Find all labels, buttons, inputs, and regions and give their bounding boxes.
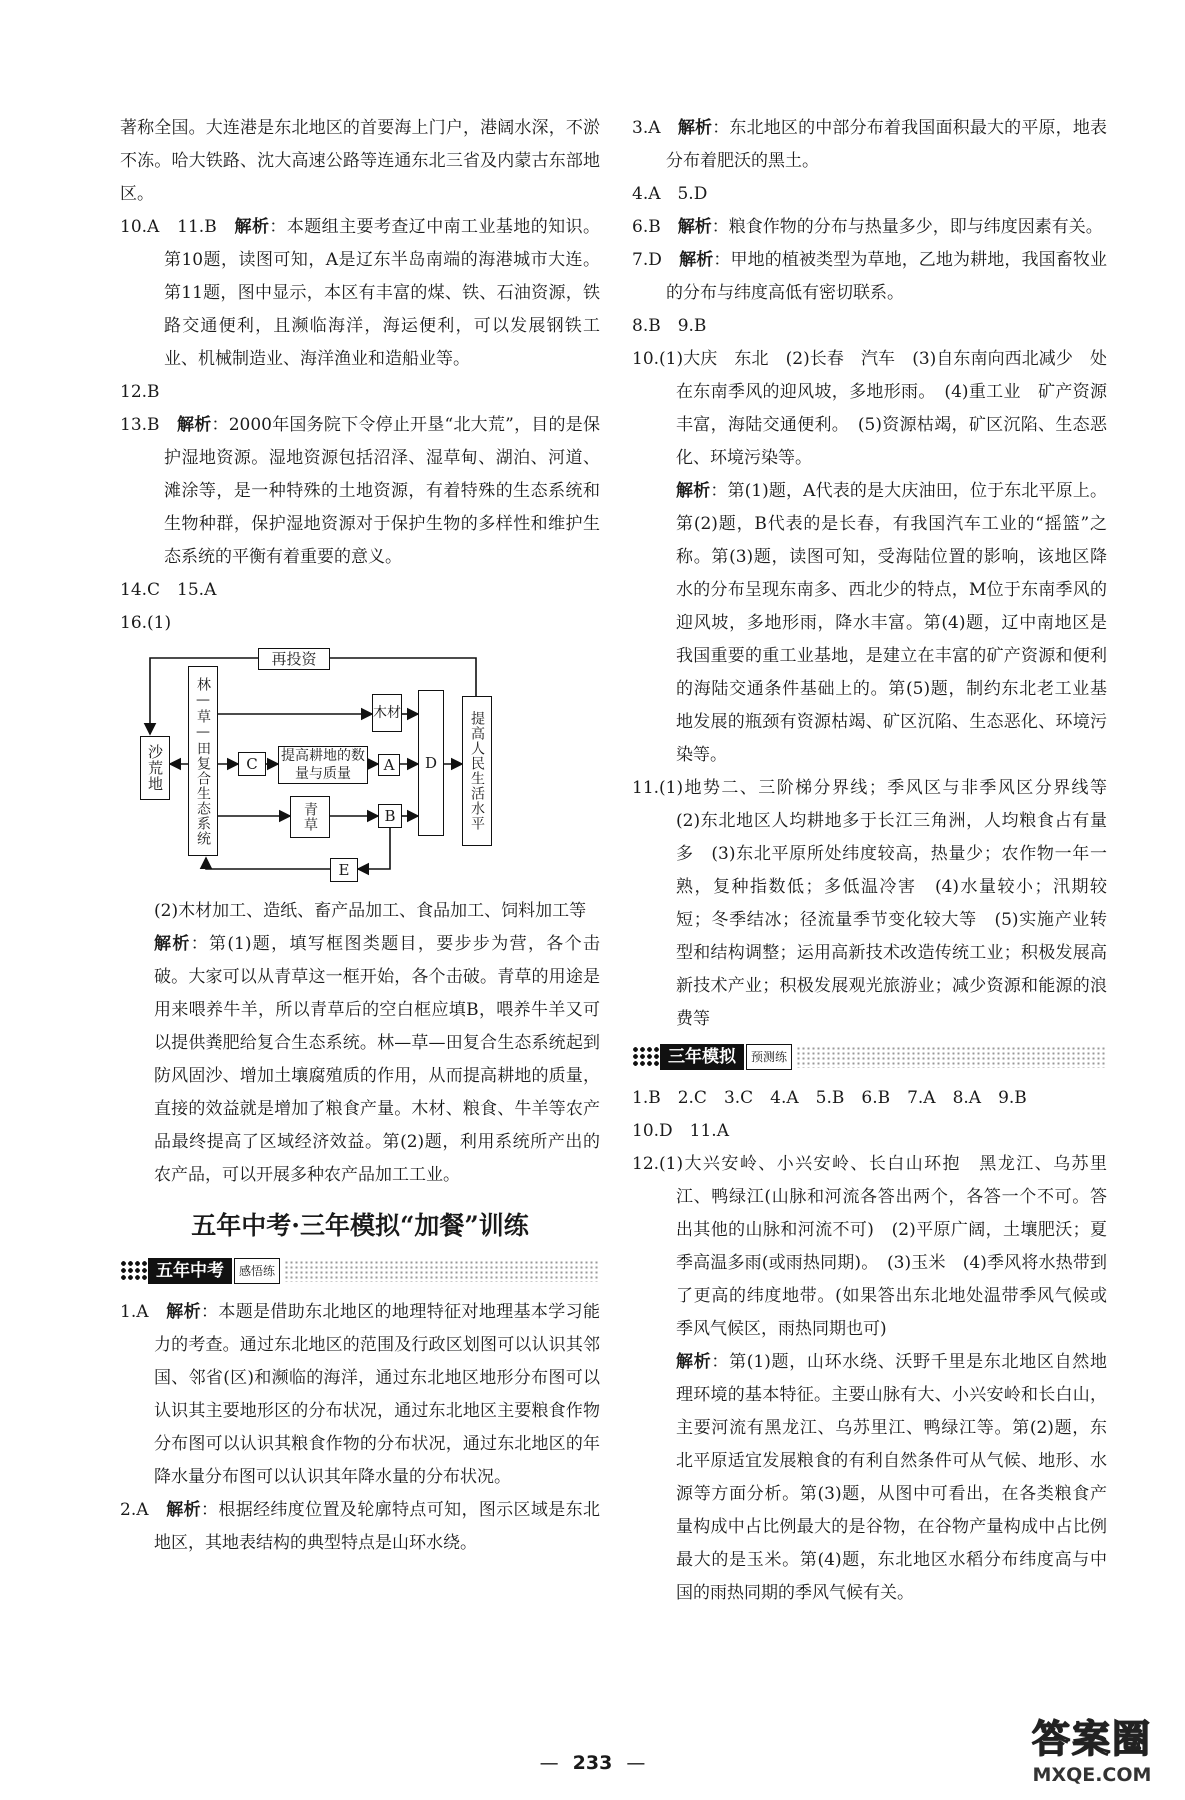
answer-number: 16.(1) bbox=[120, 613, 172, 633]
analysis-label: 解析 bbox=[676, 1352, 712, 1372]
analysis-paragraph bbox=[120, 928, 600, 1192]
section-subtag: 预测练 bbox=[746, 1044, 792, 1070]
answer-item bbox=[120, 409, 600, 574]
analysis-label: 解析 bbox=[177, 415, 212, 435]
e-box: E bbox=[330, 858, 358, 882]
analysis-text: ：2000年国务院下令停止开垦“北大荒”，目的是保护湿地资源。湿地资源包括沼泽、湿草甸、湖泊、河道、滩涂等，是一种特殊的土地资源，有着特殊的生态系统和生物种群，保护湿地资源对于保护生物的多样性和维护生态系统的平衡有着重要的意义。 bbox=[164, 415, 600, 567]
analysis-text: ：东北地区的中部分布着我国面积最大的平原，地表分布着肥沃的黑土。 bbox=[666, 118, 1108, 171]
section-bar bbox=[120, 1256, 600, 1286]
answer-item bbox=[632, 178, 1107, 211]
timber-box: 木材 bbox=[372, 694, 402, 732]
answer-number: 10.A 11.B bbox=[120, 217, 217, 237]
answer-number: 13.B bbox=[120, 415, 160, 435]
section-tag: 三年模拟 bbox=[660, 1044, 744, 1070]
left-column bbox=[120, 112, 600, 1560]
hatch-decoration bbox=[284, 1260, 600, 1282]
dots-icon bbox=[120, 1260, 148, 1282]
answer-number: 2.A bbox=[120, 1500, 149, 1520]
watermark-url: MXQE.COM bbox=[1032, 1764, 1152, 1786]
answer-number: 14.C 15.A bbox=[120, 580, 217, 600]
watermark-logo bbox=[1017, 1715, 1167, 1795]
answer-number: 1.A bbox=[120, 1302, 149, 1322]
dots-icon bbox=[632, 1046, 660, 1068]
a-box: A bbox=[378, 754, 400, 776]
answer-text: (2)木材加工、造纸、畜产品加工、食品加工、饲料加工等 bbox=[154, 901, 587, 921]
answer-item bbox=[632, 211, 1107, 244]
page-footer bbox=[0, 1752, 1185, 1774]
analysis-text: ：第(1)题，山环水绕、沃野千里是东北地区自然地理环境的基本特征。主要山脉有大、小兴安岭和长白山，主要河流有黑龙江、乌苏里江、鸭绿江等。第(2)题，东北平原适宜发展粮食的有利自然条件可从气候、地形、水源等方面分析。第(3)题，从图中可看出，在各类粮食产量构成中占比例最大的是谷物，在谷物产量构成中占比例最大的是玉米。第(4)题，东北地区水稻分布纬度高与中国的雨热同期的季风气候有关。 bbox=[676, 1352, 1107, 1603]
grass-box: 青草 bbox=[290, 796, 330, 838]
analysis-paragraph bbox=[632, 475, 1107, 772]
raise-living-box: 提高人民生活水平 bbox=[462, 696, 492, 846]
answer-item bbox=[632, 244, 1107, 310]
analysis-label: 解析 bbox=[154, 934, 191, 954]
watermark-title: 答案圈 bbox=[1031, 1717, 1152, 1761]
analysis-label: 解析 bbox=[166, 1500, 201, 1520]
lincao-box: 林—草—田复合生态系统 bbox=[188, 666, 218, 856]
analysis-text: ：本题组主要考查辽中南工业基地的知识。第10题，读图可知，A是辽东半岛南端的海港城市大连。第11题，图中显示，本区有丰富的煤、铁、石油资源，铁路交通便利，且濒临海洋，海运便利，可以发展钢铁工业、机械制造业、海洋渔业和造船业等。 bbox=[164, 217, 601, 369]
analysis-text: ：根据经纬度位置及轮廓特点可知，图示区域是东北地区，其地表结构的典型特点是山环水绕。 bbox=[154, 1500, 601, 1553]
b-box: B bbox=[378, 804, 402, 828]
footer-dash-right: — bbox=[626, 1752, 646, 1774]
d-box: D bbox=[418, 690, 444, 836]
analysis-text: ：粮食作物的分布与热量多少，即与纬度因素有关。 bbox=[711, 217, 1103, 237]
page-number: 233 bbox=[572, 1752, 613, 1774]
answer-item bbox=[120, 1494, 600, 1560]
analysis-text: ：本题是借助东北地区的地理特征对地理基本学习能力的考查。通过东北地区的范围及行政区划图可以认识其邻国、邻省(区)和濒临的海洋，通过东北地区地形分布图可以认识其主要地形区的分布状况，通过东北地区主要粮食作物分布图可以认识其粮食作物的分布状况，通过东北地区的年降水量分布图可以认识其年降水量的分布状况。 bbox=[154, 1302, 601, 1487]
answer-number: 12.B bbox=[120, 382, 160, 402]
answer-number: 3.A bbox=[632, 118, 661, 138]
analysis-label: 解析 bbox=[677, 118, 713, 138]
answer-item bbox=[632, 112, 1107, 178]
analysis-label: 解析 bbox=[677, 217, 712, 237]
section-bar bbox=[632, 1042, 1107, 1072]
answer-item bbox=[120, 211, 600, 376]
answer-number: 6.B bbox=[632, 217, 661, 237]
analysis-label: 解析 bbox=[166, 1302, 201, 1322]
answer-line: 10.D 11.A bbox=[632, 1121, 729, 1141]
sand-box: 沙荒地 bbox=[140, 736, 170, 800]
answer-item bbox=[120, 1296, 600, 1494]
analysis-paragraph bbox=[632, 1346, 1107, 1610]
section-title: 五年中考·三年模拟“加餐”训练 bbox=[191, 1211, 529, 1240]
answer-number: 4.A 5.D bbox=[632, 184, 708, 204]
reinvest-box: 再投资 bbox=[258, 648, 330, 670]
improve-box: 提高耕地的数量与质量 bbox=[278, 746, 368, 784]
answer-line: 1.B 2.C 3.C 4.A 5.B 6.B 7.A 8.A 9.B bbox=[632, 1088, 1027, 1108]
analysis-text: ：第(1)题，A代表的是大庆油田，位于东北平原上。第(2)题，B代表的是长春，有我国汽车工业的“摇篮”之称。第(3)题，读图可知，受海陆位置的影响，该地区降水的分布呈现东南多、西北少的特点，M位于东南季风的迎风坡，多地形雨，降水丰富。第(4)题，辽中南地区是我国重要的重工业基地，是建立在丰富的矿产资源和便利的海陆交通条件基础上的。第(5)题，制约东北老工业基地发展的瓶颈有资源枯竭、矿区沉陷、生态恶化、环境污染等。 bbox=[676, 481, 1108, 765]
answer-item bbox=[632, 310, 1107, 343]
answer-item bbox=[120, 376, 600, 409]
hatch-decoration bbox=[796, 1046, 1107, 1068]
flow-diagram bbox=[140, 646, 540, 891]
answer-item: 11.(1)地势二、三阶梯分界线；季风区与非季风区分界线等 (2)东北地区人均耕地多于长江三角洲，人均粮食占有量多 (3)东北平原所处纬度较高，热量少；农作物一年一熟，复种指数低；多低温冷害 (4)水量较小；汛期较短；冬季结冰；径流量季节变化较大等 (5)实施产业转型和结构调整；运用高新技术改造传统工业；积极发展高新技术产业；积极发展观光旅游业；减少资源和能源的浪费等 bbox=[632, 778, 1124, 1029]
right-column bbox=[632, 112, 1124, 1610]
section-tag: 五年中考 bbox=[148, 1258, 232, 1284]
analysis-text: ：第(1)题，填写框图类题目，要步步为营，各个击破。大家可以从青草这一框开始，各个击破。青草的用途是用来喂养牛羊，所以青草后的空白框应填B，喂养牛羊又可以提供粪肥给复合生态系统。林—草—田复合生态系统起到防风固沙、增加土壤腐殖质的作用，从而提高耕地的质量，直接的效益就是增加了粮食产量。木材、粮食、牛羊等农产品最终提高了区域经济效益。第(2)题，利用系统所产出的农产品，可以开展多种农产品加工工业。 bbox=[154, 934, 600, 1185]
analysis-label: 解析 bbox=[234, 217, 270, 237]
answer-item bbox=[120, 574, 600, 607]
answer-number: 7.D bbox=[632, 250, 662, 270]
paragraph: 著称全国。大连港是东北地区的首要海上门户，港阔水深，不淤不冻。哈大铁路、沈大高速公路等连通东北三省及内蒙古东部地区。 bbox=[120, 118, 600, 204]
answer-item: 10.(1)大庆 东北 (2)长春 汽车 (3)自东南向西北减少 处在东南季风的迎风坡，多地形雨。 (4)重工业 矿产资源丰富，海陆交通便利。 (5)资源枯竭，矿区沉陷、生态恶化、环境污染等。 bbox=[632, 349, 1107, 468]
footer-dash-left: — bbox=[539, 1752, 559, 1774]
analysis-text: ：甲地的植被类型为草地，乙地为耕地，我国畜牧业的分布与纬度高低有密切联系。 bbox=[666, 250, 1108, 303]
analysis-label: 解析 bbox=[679, 250, 714, 270]
c-box: C bbox=[238, 752, 266, 776]
analysis-label: 解析 bbox=[676, 481, 711, 501]
answer-item: 12.(1)大兴安岭、小兴安岭、长白山环抱 黑龙江、乌苏里江、鸭绿江(山脉和河流各答出两个，各答一个不可。答出其他的山脉和河流不可) (2)平原广阔，土壤肥沃；夏季高温多雨(或雨热同期)。 (3)玉米 (4)季风将水热带到了更高的纬度地带。(如果答出东北地处温带季风气候或季风气候区，雨热同期也可) bbox=[632, 1154, 1107, 1339]
answer-item bbox=[120, 607, 600, 640]
answer-number: 8.B 9.B bbox=[632, 316, 707, 336]
section-subtag: 感悟练 bbox=[234, 1258, 280, 1284]
